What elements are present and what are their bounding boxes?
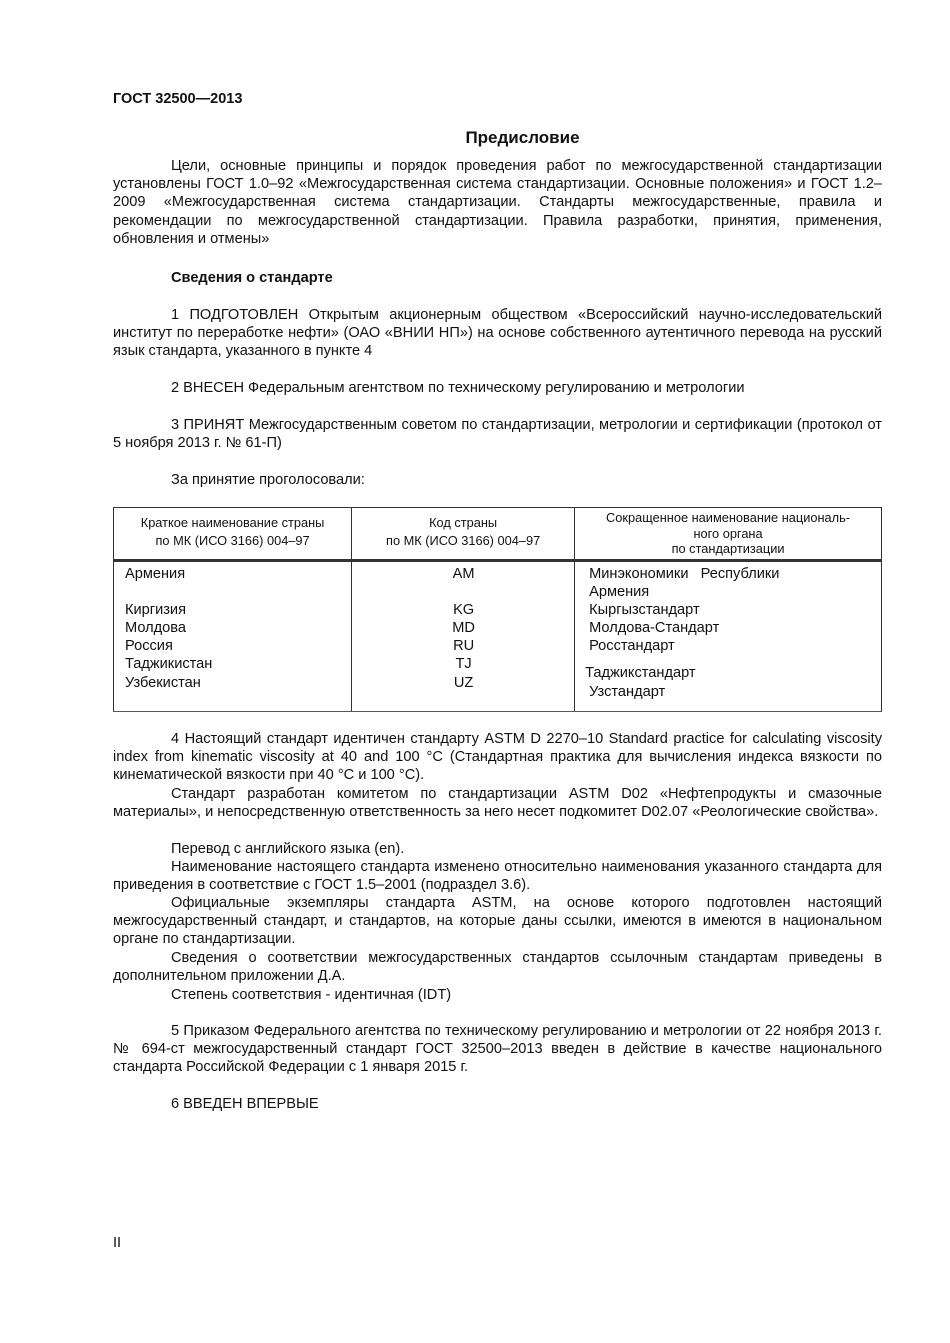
country-cell: Армения <box>125 565 186 582</box>
voted-label: За принятие проголосовали: <box>171 472 365 488</box>
header-country-name <box>114 508 352 561</box>
body-cell: Узстандарт <box>589 683 666 700</box>
item-developed-by: Стандарт разработан комитетом по стандартизации ASTM D02 «Нефтепродукты и смазочные материалы», и непосредственную ответственность за него несет подкомитет D02.07 «Реологические свойства». <box>113 786 882 821</box>
spacer <box>125 583 341 601</box>
body-cell: Молдова-Стандарт <box>589 620 720 637</box>
header-line: по стандартизации <box>671 541 785 556</box>
header-line: Краткое наименование страны <box>140 515 325 531</box>
item-adopted: 3 ПРИНЯТ Межгосударственным советом по стандартизации, метрологии и сертификации (протокол от 5 ноября 2013 г. № 61-П) <box>113 417 882 452</box>
item-name-changed: Наименование настоящего стандарта изменено относительно наименования указанного стандарта для приведения в соответствие с ГОСТ 1.5–2001 (подраздел 3.6). <box>113 859 882 894</box>
code-cell: TJ <box>455 656 472 673</box>
item-translation: Перевод с английского языка (en). <box>171 841 405 857</box>
item-prepared: 1 ПОДГОТОВЛЕН Открытым акционерным обществом «Всероссийский научно-исследовательский институт по переработке нефти» (ОАО «ВНИИ НП») на основе собственного аутентичного перевода на русский язык стандарта, указанного в пункте 4 <box>113 307 882 360</box>
section-heading: Сведения о стандарте <box>171 270 333 286</box>
country-cell: Киргизия <box>125 601 186 618</box>
header-line: Код страны <box>429 515 498 531</box>
voting-countries-table <box>113 507 882 712</box>
header-country-code <box>352 508 575 561</box>
item-conformity-degree: Степень соответствия - идентичная (IDT) <box>171 987 452 1003</box>
code-cell: RU <box>453 638 475 655</box>
body-cell: Росстандарт <box>589 638 675 655</box>
country-cell: Молдова <box>125 620 186 637</box>
code-cell: KG <box>453 601 475 618</box>
code-column <box>352 560 575 711</box>
spacer <box>363 583 564 601</box>
header-line: Сокращенное наименование националь- <box>606 510 851 525</box>
country-cell: Узбекистан <box>125 674 201 691</box>
code-cell: MD <box>452 620 475 637</box>
body-cell: Кыргызстандарт <box>589 601 700 618</box>
body-cell: Армения <box>589 583 650 600</box>
header-standards-body <box>575 508 882 561</box>
country-column <box>114 560 352 711</box>
item-official-copies: Официальные экземпляры стандарта ASTM, на основе которого подготовлен настоящий межгосударственный стандарт, и стандартов, на которые даны ссылки, имеются в имеются в национальном органе по стандартизации. <box>113 895 882 948</box>
page-number: II <box>113 1235 122 1251</box>
page-title: Предисловие <box>465 128 580 147</box>
item-submitted: 2 ВНЕСЕН Федеральным агентством по техническому регулированию и метрологии <box>171 380 745 396</box>
intro-paragraph: Цели, основные принципы и порядок проведения работ по межгосударственной стандартизации установлены ГОСТ 1.0–92 «Межгосударственная система стандартизации. Основные положения» и ГОСТ 1.2–2009 «Межгосударственная система стандартизации. Стандарты межгосударственные, правила и рекомендации по межгосударственной стандартизации. Правила разработки, принятия, применения, обновления и отмены» <box>113 158 882 247</box>
header-line: ного органа <box>693 525 763 541</box>
item-introduced-first: 6 ВВЕДЕН ВПЕРВЫЕ <box>171 1096 319 1112</box>
item-enacted: 5 Приказом Федерального агентства по техническому регулированию и метрологии от 22 ноября 2013 г. № 694-ст межгосударственный стандарт ГОСТ 32500–2013 введен в действие в качестве национального стандарта Российской Федерации с 1 января 2015 г. <box>113 1023 882 1076</box>
body-cell: Минэкономики Республики <box>589 565 780 582</box>
table-header-row <box>114 508 882 561</box>
header-line: по МК (ИСО 3166) 004–97 <box>155 533 310 549</box>
body-cell: Таджикстандарт <box>585 665 696 682</box>
country-cell: Таджикистан <box>125 656 213 673</box>
code-cell: UZ <box>453 674 474 691</box>
code-cell: AM <box>452 565 475 582</box>
item-identical-standard: 4 Настоящий стандарт идентичен стандарту ASTM D 2270–10 Standard practice for calculating viscosity index from kinematic viscosity at 40 and 100 °C (Стандартная практика для вычисления индекса вязкости по кинематической вязкости при 40 °C и 100 °C). <box>113 731 882 784</box>
document-header: ГОСТ 32500—2013 <box>113 91 243 107</box>
header-line: по МК (ИСО 3166) 004–97 <box>386 533 541 549</box>
item-references: Сведения о соответствии межгосударственных стандартов ссылочным стандартам приведены в дополнительном приложении Д.А. <box>113 950 882 985</box>
country-cell: Россия <box>125 638 173 655</box>
standards-body-column <box>575 560 882 711</box>
table-row <box>114 560 882 711</box>
